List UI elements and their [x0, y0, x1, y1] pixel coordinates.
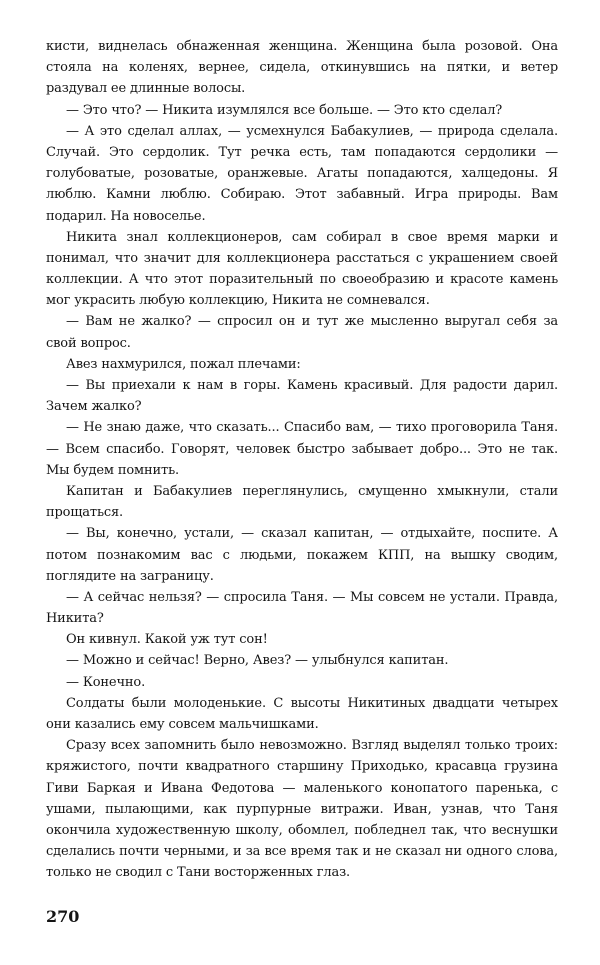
paragraph: — Вам не жалко? — спросил он и тут же мысленно выругал себя за свой вопрос. — [46, 314, 558, 351]
paragraph: кисти, виднелась обнаженная женщина. Женщина была розовой. Она стояла на коленях, вернее, сидела, откинувшись на пятки, и ветер раздувал ее длинные волосы. — [46, 39, 558, 97]
paragraph: — Можно и сейчас! Верно, Авез? — улыбнулся капитан. — [66, 653, 449, 669]
paragraph: — А это сделал аллах, — усмехнулся Бабакулиев, — природа сделала. Случай. Это сердолик. Тут речка есть, там попадаются сердолики — голубоватые, розоватые, оранжевые. Агаты попадаются, халцедоны. Я люблю. Камни люблю. Собираю. Этот забавный. Игра природы. Вам подарил. На новоселье. — [46, 123, 558, 224]
paragraph: — Не знаю даже, что сказать... Спасибо вам, — тихо проговорила Таня. — Всем спасибо. Говорят, человек быстро забывает добро... Это не так. Мы будем помнить. — [46, 420, 558, 478]
page-text — [46, 36, 558, 884]
paragraph: — Конечно. — [66, 674, 146, 690]
paragraph: — Вы приехали к нам в горы. Камень красивый. Для радости дарил. Зачем жалко? — [46, 378, 558, 415]
paragraph: Солдаты были молоденькие. С высоты Никитиных двадцати четырех они казались ему совсем мальчишками. — [46, 695, 558, 732]
paragraph: — А сейчас нельзя? — спросила Таня. — Мы совсем не устали. Правда, Никита? — [46, 589, 558, 627]
paragraph: Авез нахмурился, пожал плечами: — [66, 356, 301, 372]
paragraph: Сразу всех запомнить было невозможно. Взгляд выделял только троих: кряжистого, почти квадратного старшину Приходько, красавца грузина Гиви Баркая и Ивана Федотова — маленького конопатого паренька, с ушами, пылающими, как пурпурные витражи. Иван, узнав, что Таня окончила художественную школу, обомлел, побледнел так, что веснушки сделались почти черными, и за все время так и не сказал ни одного слова, только не сводил с Тани восторженных глаз. — [46, 738, 558, 881]
paragraph: — Вы, конечно, устали, — сказал капитан, — отдыхайте, поспите. А потом познакомим вас с людьми, покажем КПП, на вышку сводим, поглядите на заграницу. — [46, 526, 558, 584]
page-number: 270 — [46, 907, 80, 926]
paragraph: — Это что? — Никита изумлялся все больше. — Это кто сделал? — [66, 102, 503, 118]
paragraph: Капитан и Бабакулиев переглянулись, смущенно хмыкнули, стали прощаться. — [46, 483, 558, 521]
paragraph: Он кивнул. Какой уж тут сон! — [66, 632, 268, 648]
paragraph: Никита знал коллекционеров, сам собирал в свое время марки и понимал, что значит для коллекционера расстаться с украшением своей коллекции. А что этот поразительный по своеобразию и красоте камень мог украсить любую коллекцию, Никита не сомневался. — [46, 229, 558, 309]
